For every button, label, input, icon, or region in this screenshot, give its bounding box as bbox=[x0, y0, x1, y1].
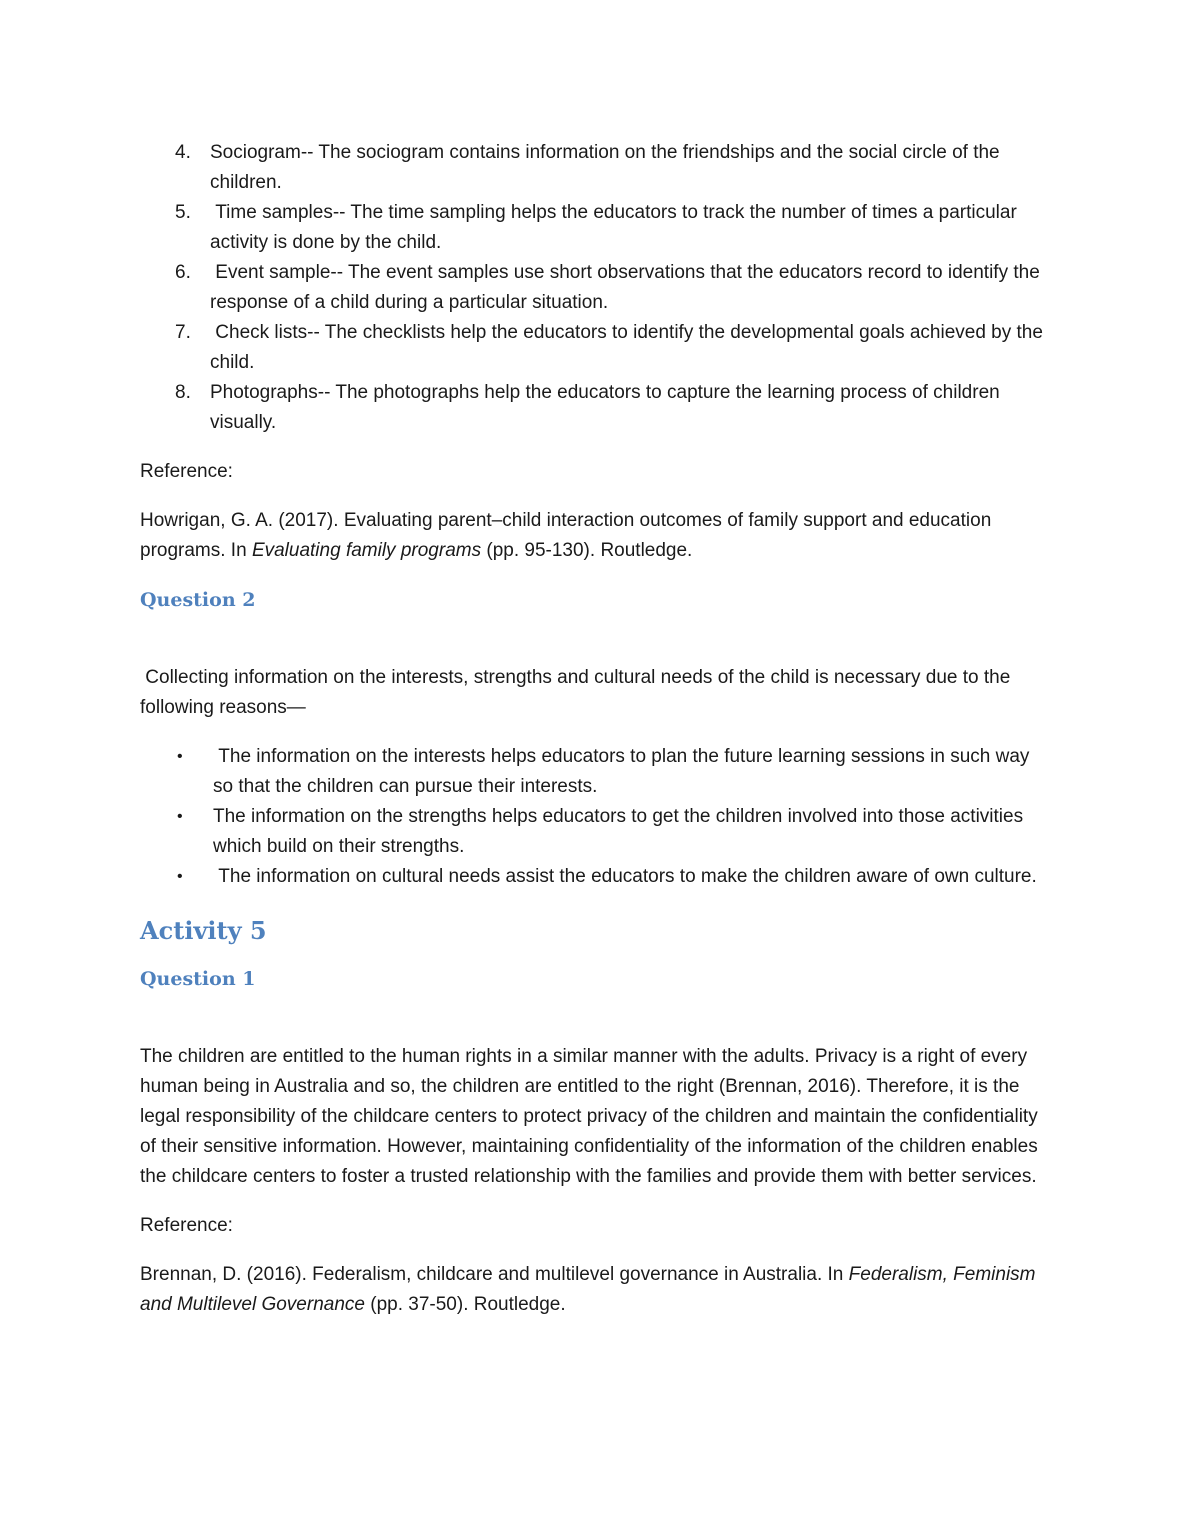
question-2-intro: Collecting information on the interests, strengths and cultural needs of the child is necessary due to the following reasons— bbox=[140, 667, 1016, 718]
reference-text: Howrigan, G. A. (2017). Evaluating parent–child interaction outcomes of family support and education programs. In bbox=[140, 510, 992, 561]
list-item bbox=[140, 378, 1050, 438]
reference-text: (pp. 95-130). Routledge. bbox=[481, 540, 693, 561]
list-number: 4. bbox=[175, 142, 191, 163]
list-item-text: Sociogram-- The sociogram contains information on the friendships and the social circle of the children. bbox=[210, 142, 1000, 193]
reference-title: Federalism, Feminism and Multilevel Governance bbox=[140, 1264, 1036, 1315]
question-1-heading: Question 1 bbox=[140, 968, 256, 990]
reference-entry bbox=[140, 506, 1050, 566]
reasons-bullet-list bbox=[140, 742, 1050, 892]
list-item-text: Check lists-- The checklists help the educators to identify the developmental goals achieved by the child. bbox=[210, 322, 1049, 373]
list-item bbox=[140, 138, 1050, 198]
list-number: 7. bbox=[175, 322, 191, 343]
reference-text: (pp. 37-50). Routledge. bbox=[364, 1294, 566, 1315]
reference-title: Evaluating family programs bbox=[251, 540, 482, 561]
list-item bbox=[140, 318, 1050, 378]
reference-label: Reference: bbox=[140, 1215, 233, 1236]
list-number: 8. bbox=[175, 382, 191, 403]
bullet-text: The information on cultural needs assist the educators to make the children aware of own culture. bbox=[213, 866, 1037, 887]
observation-methods-list bbox=[140, 138, 1050, 438]
bullet-icon: • bbox=[177, 868, 183, 885]
bullet-item bbox=[140, 742, 1050, 802]
reference-text: Brennan, D. (2016). Federalism, childcare and multilevel governance in Australia. In bbox=[140, 1264, 849, 1285]
list-item bbox=[140, 198, 1050, 258]
document-body bbox=[140, 138, 1050, 1320]
list-item-text: Time samples-- The time sampling helps the educators to track the number of times a particular activity is done by the child. bbox=[210, 202, 1023, 253]
list-item bbox=[140, 258, 1050, 318]
bullet-icon: • bbox=[177, 808, 183, 825]
bullet-icon: • bbox=[177, 748, 183, 765]
bullet-item bbox=[140, 802, 1050, 862]
question-2-heading: Question 2 bbox=[140, 589, 256, 611]
bullet-item bbox=[140, 862, 1050, 892]
list-number: 6. bbox=[175, 262, 191, 283]
list-number: 5. bbox=[175, 202, 191, 223]
list-item-text: Event sample-- The event samples use short observations that the educators record to identify the response of a child during a particular situation. bbox=[210, 262, 1046, 313]
reference-label: Reference: bbox=[140, 461, 233, 482]
bullet-text: The information on the strengths helps educators to get the children involved into those activities which build on their strengths. bbox=[213, 806, 1024, 857]
reference-entry bbox=[140, 1260, 1050, 1320]
bullet-text: The information on the interests helps educators to plan the future learning sessions in such way so that the children can pursue their interests. bbox=[213, 746, 1035, 797]
list-item-text: Photographs-- The photographs help the educators to capture the learning process of children visually. bbox=[210, 382, 1000, 433]
activity-5-body: The children are entitled to the human rights in a similar manner with the adults. Privacy is a right of every human being in Australia and so, the children are entitled to the right (Brennan, 2016). Therefore, it is the legal responsibility of the childcare centers to protect privacy of the children and maintain the confidentiality of their sensitive information. However, maintaining confidentiality of the information of the children enables the childcare centers to foster a trusted relationship with the families and provide them with better services. bbox=[140, 1046, 1038, 1187]
activity-5-heading: Activity 5 bbox=[140, 916, 267, 945]
